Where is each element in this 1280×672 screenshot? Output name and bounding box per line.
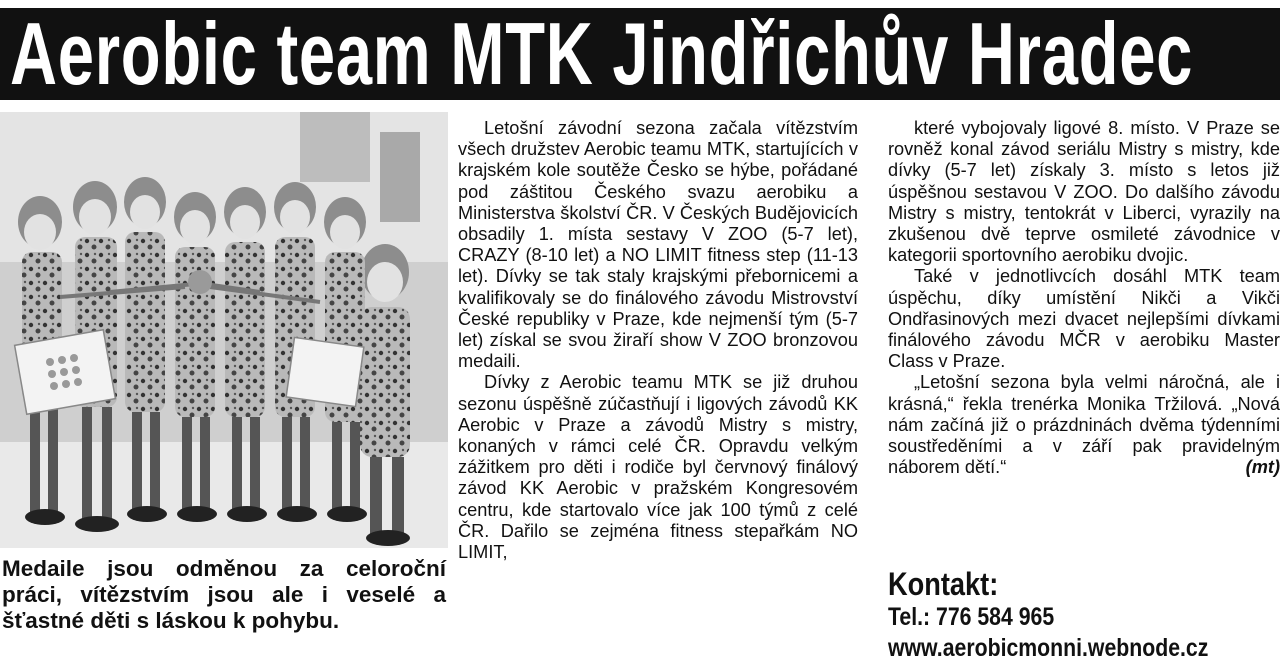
- team-photo-illustration: [0, 112, 448, 548]
- team-photo: [0, 112, 448, 548]
- contact-box: [888, 566, 1280, 664]
- article-column-middle: [458, 118, 858, 563]
- contact-phone: Tel.: 776 584 965: [888, 603, 1055, 631]
- article-paragraph: Dívky z Aerobic teamu MTK se již druhou sezonu úspěšně zúčastňují i ligových závodů KK Aerobic v Praze a závodů Mistry s mistry, konaných v rámci celé ČR. Opravdu velkým zážitkem pro děti i rodiče byl červnový finálový závod KK Aerobic v pražském Kongresovém centru, kde startovalo více jak 100 týmů z celé ČR. Dařilo se zejména fitness stepařkám NO LIMIT,: [458, 372, 858, 563]
- headline-bar: [0, 8, 1280, 100]
- article-paragraph: které vybojovaly ligové 8. místo. V Praze se rovněž konal závod seriálu Mistry s mistry, kde dívky (5-7 let) získaly 3. místo s letos již úspěšnou sestavou V ZOO. Do dalšího závodu Mistry s mistry, tentokrát v Liberci, vyrazily na zkušenou dvě teprve osmileté závodnice v kategorii sportovního aerobiku dvojic.: [888, 118, 1280, 266]
- article-column-right: [888, 118, 1280, 478]
- article-paragraph: Také v jednotlivcích dosáhl MTK team úspěchu, díky umístění Nikči a Vikči Ondřasinových mezi dvacet nejlepšími dívkami finálového závodu MČR v aerobiku Master Class v Praze.: [888, 266, 1280, 372]
- contact-title: Kontakt:: [888, 566, 999, 602]
- author-signature: (mt): [1245, 457, 1280, 478]
- article-headline: Aerobic team MTK Jindřichův Hradec: [10, 8, 1194, 100]
- article-paragraph: Letošní závodní sezona začala vítězstvím všech družstev Aerobic teamu MTK, startujících v krajském kole soutěže Česko se hýbe, pořádané pod záštitou Českého svazu aerobiku a Ministerstva školství ČR. V Českých Budějovicích obsadily 1. místa sestavy V ZOO (5-7 let), CRAZY (8-10 let) a NO LIMIT fitness step (11-13 let). Dívky se tak staly krajskými přebornicemi a kvalifikovaly se do finálového závodu Mistrovství České republiky v Praze, kde nejmenší tým (5-7 let) získal se svou žiraří show V ZOO bronzovou medaili.: [458, 118, 858, 372]
- photo-caption: Medaile jsou odměnou za celoroční práci, vítězstvím jsou ale i veselé a šťastné děti s láskou k pohybu.: [2, 556, 446, 633]
- contact-website: www.aerobicmonni.webnode.cz: [888, 634, 1209, 662]
- quote-text: „Letošní sezona byla velmi náročná, ale i krásná,“ řekla trenérka Monika Tržilová. „Nová nám začíná již o prázdninách dvěma týdenními soustředěními a v září pak pravidelným náborem dětí.“: [888, 372, 1280, 478]
- article-paragraph-quote: [888, 372, 1280, 478]
